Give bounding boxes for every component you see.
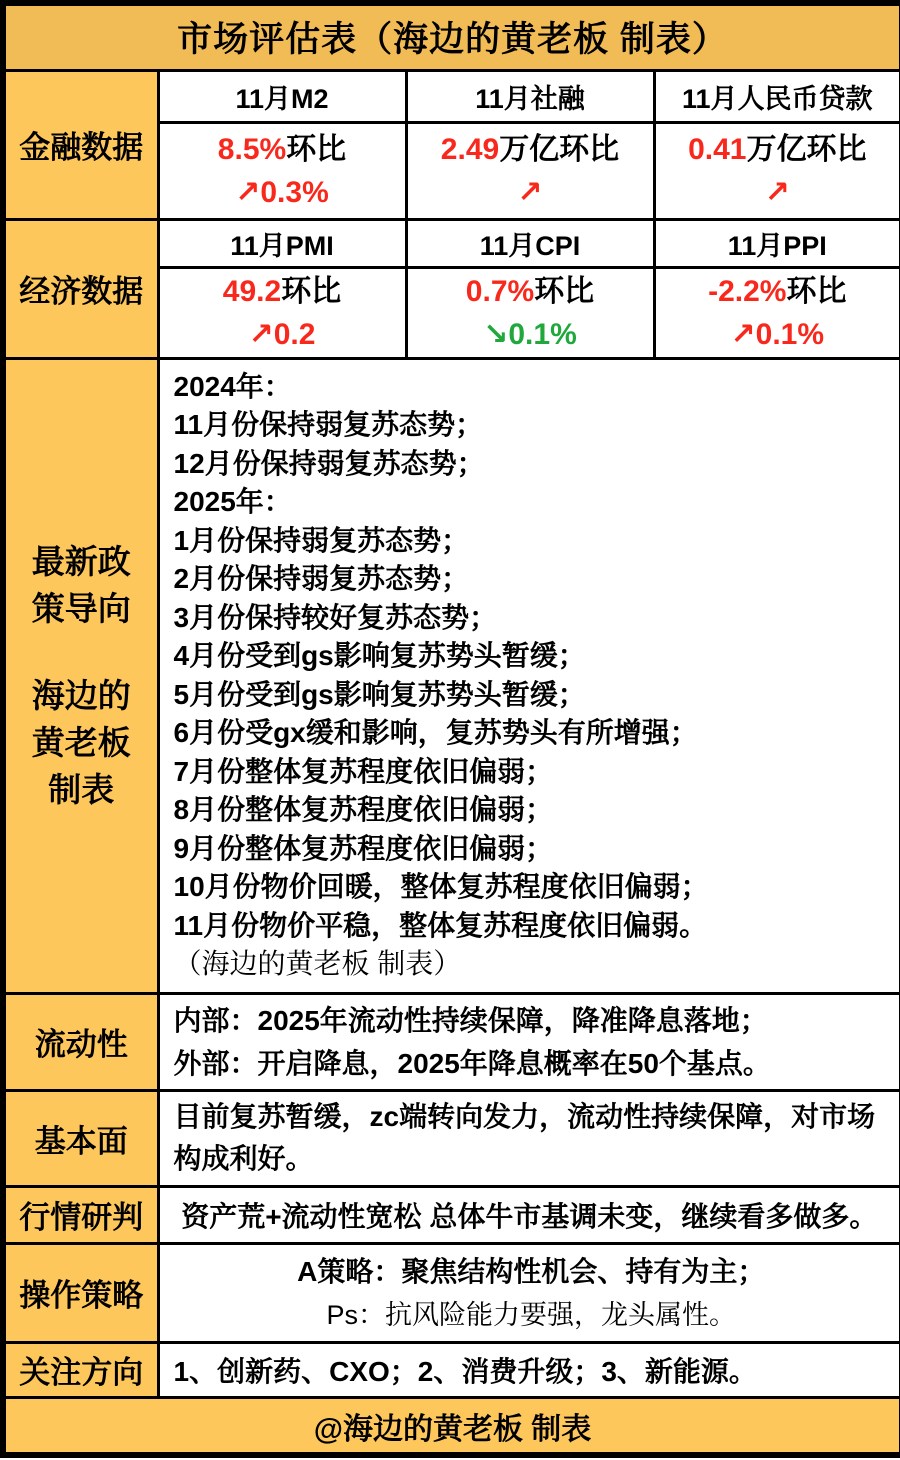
row-label-focus: 关注方向 (3, 1342, 158, 1397)
row-label-financial: 金融数据 (3, 70, 158, 219)
cell-social-financing-value (406, 123, 654, 220)
row-label-policy (3, 358, 158, 993)
strategy-line-ps: Ps：抗风险能力要强，龙头属性。 (326, 1300, 737, 1331)
metric-suffix: 环比 (281, 274, 342, 308)
cell-rmb-loans-value (654, 123, 900, 220)
author-label-line: 黄老板 (31, 724, 131, 762)
table-row (3, 1244, 900, 1343)
value-line (160, 128, 405, 172)
table-row (3, 219, 900, 267)
column-header-m2: 11月M2 (158, 70, 406, 122)
focus-content: 1、创新药、CXO；2、消费升级；3、新能源。 (158, 1342, 900, 1397)
value-line (408, 128, 653, 172)
row-label-strategy: 操作策略 (3, 1244, 158, 1343)
cell-m2-value (158, 123, 406, 220)
table-row (3, 993, 900, 1091)
policy-credit-line: （海边的黄老板 制表） (173, 948, 462, 980)
metric-suffix: 万亿环比 (499, 133, 620, 167)
metric-suffix: 环比 (286, 133, 347, 167)
policy-line: 5月份受到gs影响复苏势头暂缓； (173, 678, 586, 710)
liquidity-line: 内部：2025年流动性持续保障，降准降息落地； (173, 1004, 768, 1036)
policy-label-line: 最新政 (31, 543, 131, 581)
column-header-rmb-loans: 11月人民币贷款 (654, 70, 900, 122)
column-header-pmi: 11月PMI (158, 219, 406, 267)
policy-line: 4月份受到gs影响复苏势头暂缓； (173, 640, 586, 672)
metric-value: 2.49 (440, 133, 500, 167)
cell-cpi-value (406, 268, 654, 359)
metric-value: 8.5% (217, 133, 287, 167)
row-label-market-view: 行情研判 (3, 1186, 158, 1243)
column-header-social-financing: 11月社融 (406, 70, 654, 122)
liquidity-line: 外部：开启降息，2025年降息概率在50个基点。 (173, 1047, 771, 1079)
value-line (160, 270, 405, 314)
author-label-line: 制表 (48, 771, 115, 809)
policy-line: 6月份受gx缓和影响，复苏势头有所增强； (173, 717, 698, 749)
metric-suffix: 万亿环比 (746, 133, 867, 167)
policy-line: 1月份保持弱复苏态势； (173, 524, 470, 556)
fundamentals-content: 目前复苏暂缓，zc端转向发力，流动性持续保障，对市场构成利好。 (158, 1091, 900, 1187)
metric-value: -2.2% (708, 274, 787, 308)
market-view-content: 资产荒+流动性宽松 总体牛市基调未变，继续看多做多。 (158, 1186, 900, 1243)
trend-up-arrow: ↗0.1% (730, 317, 825, 351)
row-label-economic: 经济数据 (3, 219, 158, 358)
trend-up-arrow: ↗0.2 (248, 317, 316, 351)
policy-content (158, 358, 900, 993)
value-line (656, 128, 900, 172)
metric-suffix: 环比 (534, 274, 595, 308)
cell-ppi-value (654, 268, 900, 359)
author-label-line: 海边的 (31, 677, 131, 715)
policy-line: 11月份保持弱复苏态势； (173, 409, 484, 441)
policy-line: 11月份物价平稳，整体复苏程度依旧偏弱。 (173, 909, 708, 941)
table-row (3, 70, 900, 122)
value-line (408, 270, 653, 314)
metric-value: 49.2 (222, 274, 282, 308)
strategy-content (158, 1244, 900, 1343)
policy-label-line: 策导向 (31, 590, 131, 628)
trend-up-arrow: ↗ (517, 176, 543, 210)
policy-line: 9月份整体复苏程度依旧偏弱； (173, 832, 554, 864)
column-header-ppi: 11月PPI (654, 219, 900, 267)
spacer (6, 632, 157, 672)
trend-down-arrow: ↘0.1% (483, 317, 577, 351)
trend-up-arrow: ↗0.3% (235, 176, 329, 210)
table-row (3, 1186, 900, 1243)
table-row (3, 358, 900, 993)
metric-value: 0.41 (688, 133, 747, 167)
metric-suffix: 环比 (786, 274, 847, 308)
cell-pmi-value (158, 268, 406, 359)
policy-line: 2月份保持弱复苏态势； (173, 563, 470, 595)
footer-credit: @海边的黄老板 制表 (3, 1398, 900, 1455)
table-row (3, 1342, 900, 1397)
liquidity-content (158, 993, 900, 1091)
policy-line: 2024年： (173, 370, 292, 402)
policy-line: 2025年： (173, 486, 292, 518)
policy-line: 10月份物价回暖，整体复苏程度依旧偏弱； (173, 871, 709, 903)
table-row (3, 1091, 900, 1187)
table-row (3, 1398, 900, 1455)
trend-up-arrow: ↗ (764, 176, 790, 210)
policy-line: 12月份保持弱复苏态势； (173, 447, 485, 479)
column-header-cpi: 11月CPI (406, 219, 654, 267)
metric-value: 0.7% (465, 274, 535, 308)
value-line (656, 270, 900, 314)
strategy-line-main: A策略：聚焦结构性机会、持有为主； (297, 1256, 766, 1288)
policy-line: 8月份整体复苏程度依旧偏弱； (173, 794, 554, 826)
row-label-liquidity: 流动性 (3, 993, 158, 1091)
policy-line: 3月份保持较好复苏态势； (173, 601, 498, 633)
page-title: 市场评估表（海边的黄老板 制表） (3, 3, 900, 70)
policy-line: 7月份整体复苏程度依旧偏弱； (173, 755, 554, 787)
row-label-fundamentals: 基本面 (3, 1091, 158, 1187)
table-row (3, 3, 900, 70)
